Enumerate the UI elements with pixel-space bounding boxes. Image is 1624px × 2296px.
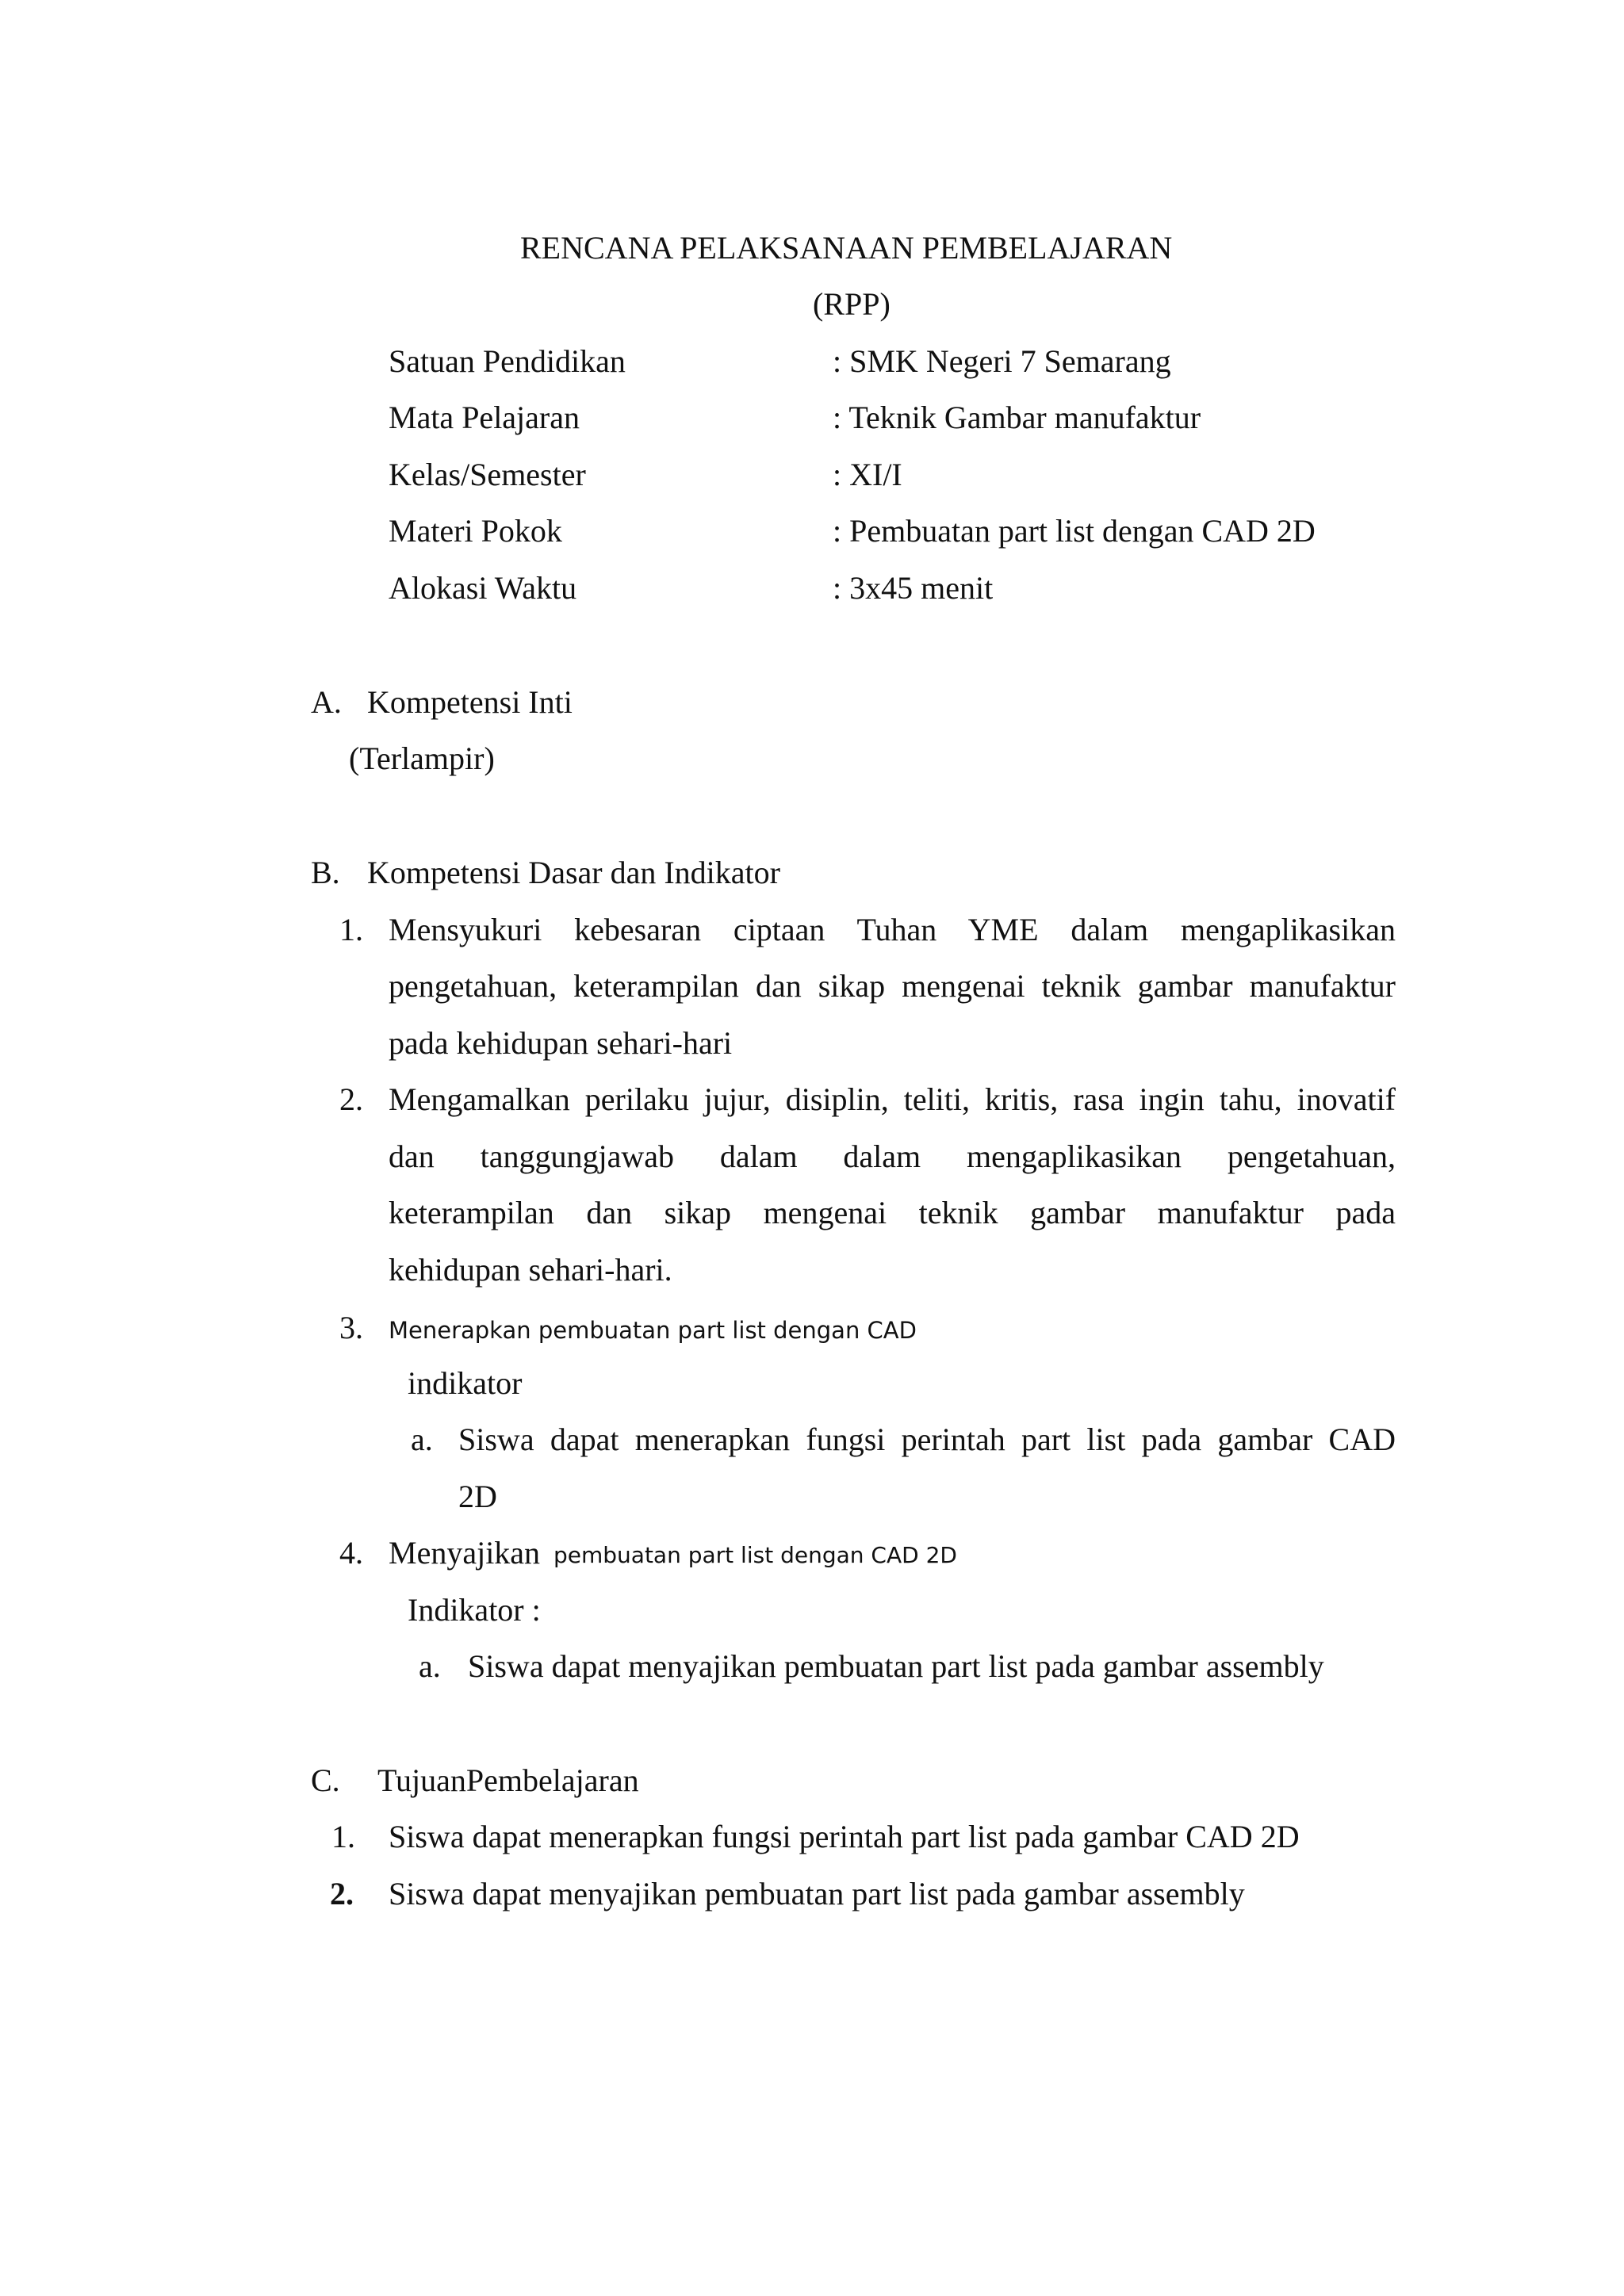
list-item-number: 3.	[339, 1310, 363, 1345]
identity-value: : SMK Negeri 7 Semarang	[833, 343, 1171, 379]
section-b-title: Kompetensi Dasar dan Indikator	[367, 855, 780, 890]
identity-value: : 3x45 menit	[833, 570, 994, 606]
list-item-number: 4.	[339, 1535, 363, 1571]
indicator-label: Indikator :	[408, 1592, 541, 1628]
indicator-letter: a.	[411, 1422, 433, 1457]
list-item-number: 1.	[339, 912, 363, 947]
list-item-line: keterampilan dan sikap mengenai teknik gambar manufaktur pada	[389, 1195, 1396, 1230]
list-item-line: Mengamalkan perilaku jujur, disiplin, teliti, kritis, rasa ingin tahu, inovatif	[389, 1081, 1396, 1117]
indicator-line: Siswa dapat menerapkan fungsi perintah part list pada gambar CAD	[458, 1422, 1396, 1457]
indicator-line: Siswa dapat menyajikan pembuatan part list pada gambar assembly	[468, 1648, 1324, 1684]
document-subtitle: (RPP)	[813, 286, 891, 322]
section-a-letter: A.	[311, 684, 342, 720]
list-item-text: Menerapkan pembuatan part list dengan CAD	[389, 1317, 917, 1344]
list-item-text: Siswa dapat menyajikan pembuatan part list pada gambar assembly	[389, 1876, 1245, 1911]
list-item-number: 1.	[331, 1819, 355, 1854]
indicator-line: 2D	[458, 1479, 497, 1514]
list-item-number: 2.	[330, 1876, 354, 1911]
section-a-note: (Terlampir)	[349, 740, 495, 776]
section-c-letter: C.	[311, 1762, 340, 1798]
list-item-number: 2.	[339, 1081, 363, 1117]
list-item-text: Siswa dapat menerapkan fungsi perintah part list pada gambar CAD 2D	[389, 1819, 1300, 1854]
indicator-label: indikator	[408, 1365, 523, 1401]
identity-label: Mata Pelajaran	[389, 400, 580, 435]
identity-label: Materi Pokok	[389, 513, 562, 549]
list-item-text: Menyajikan	[389, 1535, 541, 1571]
identity-value: : Teknik Gambar manufaktur	[833, 400, 1201, 435]
list-item-line: kehidupan sehari-hari.	[389, 1252, 672, 1288]
identity-label: Alokasi Waktu	[389, 570, 577, 606]
document-title: RENCANA PELAKSANAAN PEMBELAJARAN	[520, 230, 1173, 266]
indicator-letter: a.	[419, 1648, 441, 1684]
identity-value: : XI/I	[833, 457, 902, 492]
identity-label: Kelas/Semester	[389, 457, 586, 492]
list-item-text-small: pembuatan part list dengan CAD 2D	[553, 1542, 957, 1568]
section-c-title: TujuanPembelajaran	[377, 1762, 639, 1798]
identity-value: : Pembuatan part list dengan CAD 2D	[833, 513, 1316, 549]
section-b-letter: B.	[311, 855, 340, 890]
section-a-title: Kompetensi Inti	[367, 684, 573, 720]
list-item-line: pada kehidupan sehari-hari	[389, 1025, 733, 1061]
identity-label: Satuan Pendidikan	[389, 343, 626, 379]
list-item-line: pengetahuan, keterampilan dan sikap mengenai teknik gambar manufaktur	[389, 968, 1396, 1004]
list-item-line: dan tanggungjawab dalam dalam mengaplikasikan pengetahuan,	[389, 1138, 1396, 1174]
list-item-line: Mensyukuri kebesaran ciptaan Tuhan YME dalam mengaplikasikan	[389, 912, 1396, 947]
